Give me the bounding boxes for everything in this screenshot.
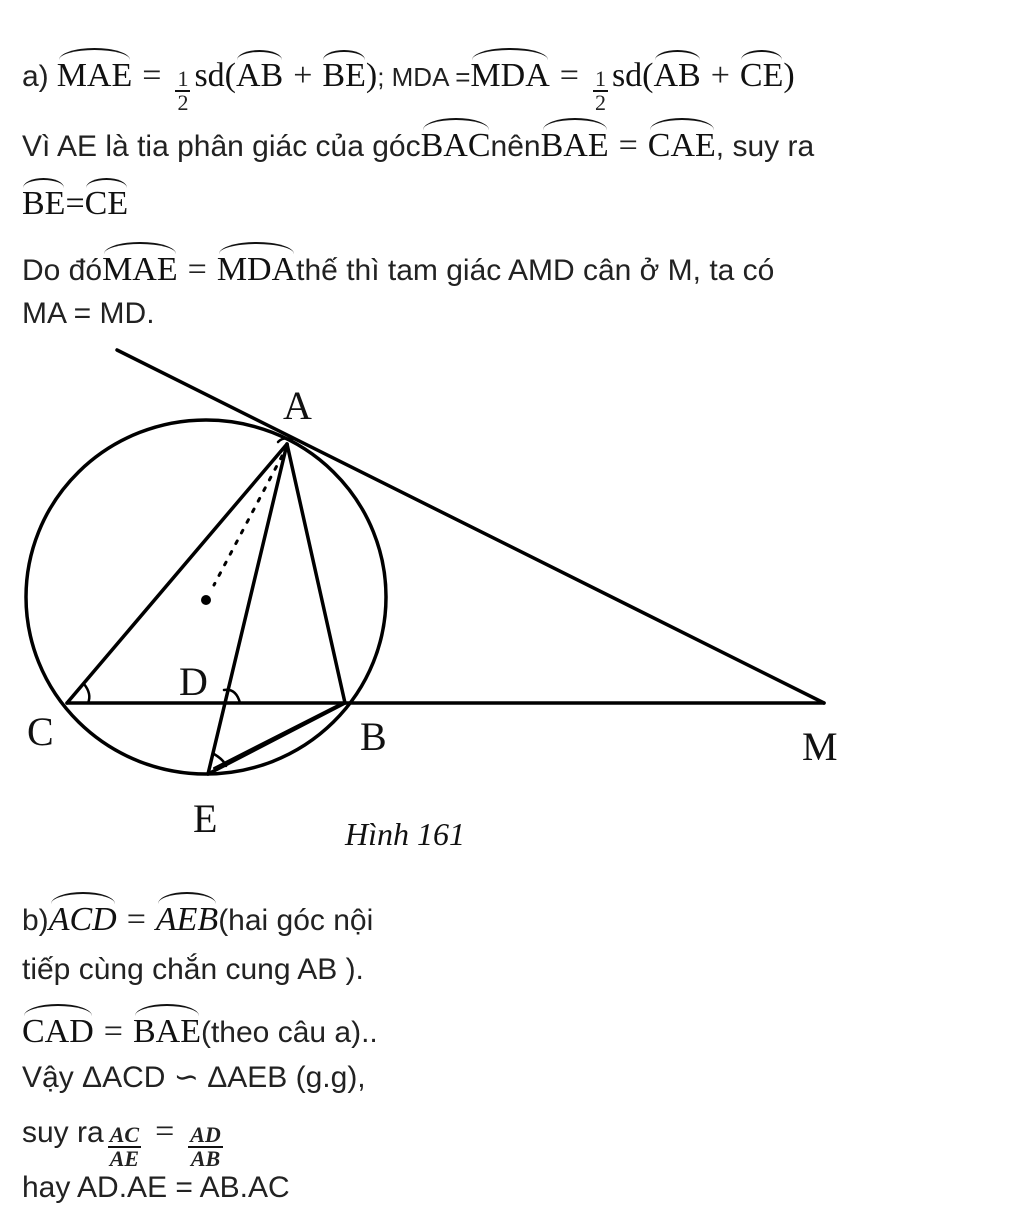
angle-cad: CAD [22,1002,94,1052]
angle-cae: CAE [648,116,716,166]
part-b-line-2 [22,950,364,990]
geometry-figure [0,330,1024,860]
part-b-line-1 [22,890,373,941]
segment-eb [208,703,345,774]
equals-sign: = [618,127,638,164]
angle-acd: ACD [49,890,117,940]
fraction-ac-ae [108,1124,141,1170]
fraction-numerator: AC [109,1122,140,1147]
sd-open: sd( [194,57,236,94]
angle-mda: MDA [217,240,296,290]
plus-sign: + [293,57,313,94]
part-b-line-4 [22,1058,366,1098]
angle-bac: BAC [421,116,491,166]
text: , suy ra [715,130,815,163]
text: suy ra [22,1116,104,1149]
part-a-line-1 [22,46,795,114]
arc-ce: CE [85,178,128,224]
equals-sign: = [103,1013,123,1050]
label-m: M [802,724,838,769]
segment-ac [67,444,287,703]
part-a-line-5 [22,294,155,334]
equals-sign-2: = [559,57,579,94]
angle-mda: MDA [470,46,549,96]
angle-mae: MAE [57,46,133,96]
part-a-line-3 [22,178,128,224]
arc-be: BE [22,178,65,224]
equals-sign: = [65,185,85,222]
tangent-line-am [117,350,824,703]
part-a-line-4 [22,240,774,291]
text: thế thì tam giác AMD cân ở M, ta có [296,254,775,287]
fraction-one-half-2 [593,68,608,114]
angle-aeb: AEB [156,890,218,940]
fraction-denominator: AE [109,1146,140,1171]
arc-ab-2: AB [654,50,701,96]
fraction-denominator: AB [190,1146,221,1171]
part-b-line-6 [22,1168,290,1208]
label-c: C [27,709,54,754]
text: Do đó [22,254,103,287]
fraction-one-half [175,68,190,114]
part-a-line-2 [22,116,814,167]
circle-center [201,595,211,605]
label-b: B [360,714,387,759]
part-b-line-3 [22,1002,378,1053]
label-d: D [179,659,208,704]
fraction-numerator: AD [190,1122,221,1147]
equals-sign: = [187,251,207,288]
text: nên [490,130,541,163]
angle-bae: BAE [133,1002,201,1052]
angle-mark-c [84,684,89,703]
fraction-denominator-2: 2 [594,90,606,115]
text: Vì AE là tia phân giác của góc [22,130,421,163]
arc-ce: CE [740,50,783,96]
final-result-text: hay AD.AE = AB.AC [22,1171,290,1204]
text: (theo câu a).. [200,1016,378,1049]
part-a-label: a) [22,60,49,93]
fraction-numerator-2: 1 [594,66,606,91]
sd-open-2: sd( [611,57,654,94]
label-e: E [193,796,218,841]
part-b-label: b) [22,904,49,937]
text: tiếp cùng chắn cung AB ). [22,953,364,986]
fraction-numerator: 1 [177,66,189,91]
fraction-denominator: 2 [177,90,189,115]
figure-caption: Hình 161 [345,816,465,852]
label-a: A [283,383,312,428]
segment-ab [287,444,345,703]
arc-ab: AB [236,50,283,96]
similarity-text: Vậy ΔACD ∽ ΔAEB (g.g), [22,1061,366,1094]
paren-close-2: ) [783,57,795,94]
angle-bae: BAE [541,116,609,166]
angle-mae: MAE [102,240,178,290]
text: (hai góc nội [218,904,374,937]
fraction-ad-ab [188,1124,223,1170]
equals-sign: = [142,57,162,94]
equals-sign: = [155,1113,175,1150]
segment-ae [208,444,287,774]
paren-close: ) [365,57,378,94]
plus-sign-2: + [710,57,730,94]
arc-be: BE [322,50,365,96]
mda-text: ; MDA = [377,62,471,92]
equals-sign: = [126,901,146,938]
conclusion-text: MA = MD. [22,297,155,330]
part-b-line-5 [22,1112,227,1170]
